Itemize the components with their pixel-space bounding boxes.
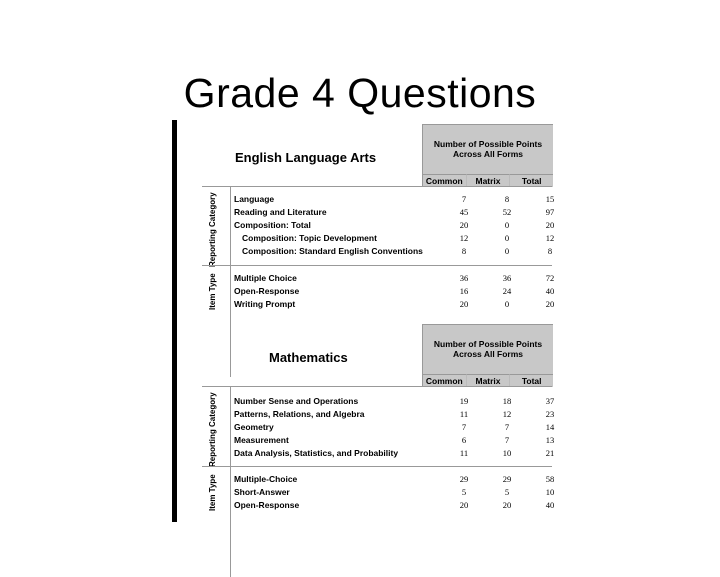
scanned-table-image xyxy=(180,124,555,522)
row-label: Reading and Literature xyxy=(234,207,327,217)
cell-matrix: 7 xyxy=(504,435,510,445)
cell-total: 40 xyxy=(545,286,555,296)
table-row xyxy=(234,232,574,245)
ela-title: English Language Arts xyxy=(235,150,377,165)
row-label: Language xyxy=(234,194,275,204)
cell-common: 45 xyxy=(459,207,469,217)
table-row xyxy=(234,298,574,311)
row-label: Open-Response xyxy=(234,500,300,510)
cell-common: 36 xyxy=(459,273,469,283)
cell-matrix: 52 xyxy=(502,207,512,217)
cell-matrix: 20 xyxy=(502,500,512,510)
cell-matrix: 12 xyxy=(502,409,512,419)
row-label: Multiple Choice xyxy=(234,273,297,283)
cell-total: 14 xyxy=(545,422,555,432)
row-label: Open-Response xyxy=(234,286,300,296)
cell-total: 15 xyxy=(545,194,555,204)
cell-matrix: 8 xyxy=(504,194,510,204)
points-title-line1: Number of Possible Points xyxy=(433,339,543,349)
cell-total: 13 xyxy=(545,435,555,445)
table-row xyxy=(234,473,574,486)
table-row xyxy=(234,421,574,434)
table-row xyxy=(234,408,574,421)
col-head-common: Common xyxy=(423,374,467,387)
points-title-line2: Across All Forms xyxy=(452,149,524,159)
row-label: Composition: Total xyxy=(234,220,311,230)
cell-common: 20 xyxy=(459,220,469,230)
cell-total: 58 xyxy=(545,474,555,484)
cell-total: 72 xyxy=(545,273,555,283)
math-reporting-block xyxy=(202,386,555,467)
cell-common: 5 xyxy=(461,487,467,497)
cell-matrix: 36 xyxy=(502,273,512,283)
cell-total: 97 xyxy=(545,207,555,217)
cell-total: 8 xyxy=(547,246,553,256)
table-row xyxy=(234,499,574,512)
cell-common: 11 xyxy=(459,409,469,419)
ela-reporting-label: Reporting Category xyxy=(208,192,217,267)
cell-common: 20 xyxy=(459,299,469,309)
cell-total: 40 xyxy=(545,500,555,510)
cell-common: 7 xyxy=(461,422,467,432)
table-row xyxy=(234,245,574,258)
cell-common: 8 xyxy=(461,246,467,256)
left-accent-bar xyxy=(172,120,177,522)
col-head-matrix: Matrix xyxy=(467,374,511,387)
cell-common: 16 xyxy=(459,286,469,296)
cell-matrix: 24 xyxy=(502,286,512,296)
cell-matrix: 0 xyxy=(504,220,510,230)
table-row xyxy=(234,285,574,298)
cell-common: 29 xyxy=(459,474,469,484)
cell-common: 12 xyxy=(459,233,469,243)
math-points-header xyxy=(422,324,553,387)
ela-points-header xyxy=(422,124,553,187)
row-label: Number Sense and Operations xyxy=(234,396,359,406)
cell-matrix: 29 xyxy=(502,474,512,484)
row-label: Writing Prompt xyxy=(234,299,296,309)
cell-matrix: 7 xyxy=(504,422,510,432)
row-label: Composition: Standard English Conventions xyxy=(242,246,423,256)
cell-common: 6 xyxy=(461,435,467,445)
math-reporting-label: Reporting Category xyxy=(208,392,217,467)
row-label: Measurement xyxy=(234,435,289,445)
math-itemtype-block xyxy=(202,466,555,517)
cell-matrix: 18 xyxy=(502,396,512,406)
cell-total: 10 xyxy=(545,487,555,497)
ela-itemtype-label: Item Type xyxy=(208,273,217,310)
cell-matrix: 5 xyxy=(504,487,510,497)
table-row xyxy=(234,206,574,219)
col-head-total: Total xyxy=(510,374,553,387)
cell-common: 11 xyxy=(459,448,469,458)
col-head-common: Common xyxy=(423,174,467,187)
math-title: Mathematics xyxy=(269,350,348,365)
row-label: Composition: Topic Development xyxy=(242,233,377,243)
cell-matrix: 0 xyxy=(504,233,510,243)
ela-reporting-block xyxy=(202,186,555,267)
ela-itemtype-block xyxy=(202,265,555,316)
cell-total: 12 xyxy=(545,233,555,243)
slide-title: Grade 4 Questions xyxy=(183,70,537,116)
table-row xyxy=(234,193,574,206)
points-title xyxy=(423,339,553,359)
cell-matrix: 0 xyxy=(504,246,510,256)
table-row xyxy=(234,486,574,499)
cell-matrix: 0 xyxy=(504,299,510,309)
table-row xyxy=(234,272,574,285)
cell-total: 21 xyxy=(545,448,555,458)
math-itemtype-label: Item Type xyxy=(208,474,217,511)
col-head-total: Total xyxy=(510,174,553,187)
row-label: Short-Answer xyxy=(234,487,290,497)
cell-total: 23 xyxy=(545,409,555,419)
table-row xyxy=(234,395,574,408)
row-label: Geometry xyxy=(234,422,274,432)
cell-total: 20 xyxy=(545,299,555,309)
table-row xyxy=(234,434,574,447)
cell-common: 20 xyxy=(459,500,469,510)
row-label: Patterns, Relations, and Algebra xyxy=(234,409,365,419)
row-label: Multiple-Choice xyxy=(234,474,298,484)
table-row xyxy=(234,219,574,232)
table-row xyxy=(234,447,574,460)
cell-total: 20 xyxy=(545,220,555,230)
points-title-line2: Across All Forms xyxy=(452,349,524,359)
points-title-line1: Number of Possible Points xyxy=(433,139,543,149)
cell-common: 7 xyxy=(461,194,467,204)
cell-total: 37 xyxy=(545,396,555,406)
points-title xyxy=(423,139,553,159)
cell-common: 19 xyxy=(459,396,469,406)
row-label: Data Analysis, Statistics, and Probability xyxy=(234,448,399,458)
cell-matrix: 10 xyxy=(502,448,512,458)
col-head-matrix: Matrix xyxy=(467,174,511,187)
